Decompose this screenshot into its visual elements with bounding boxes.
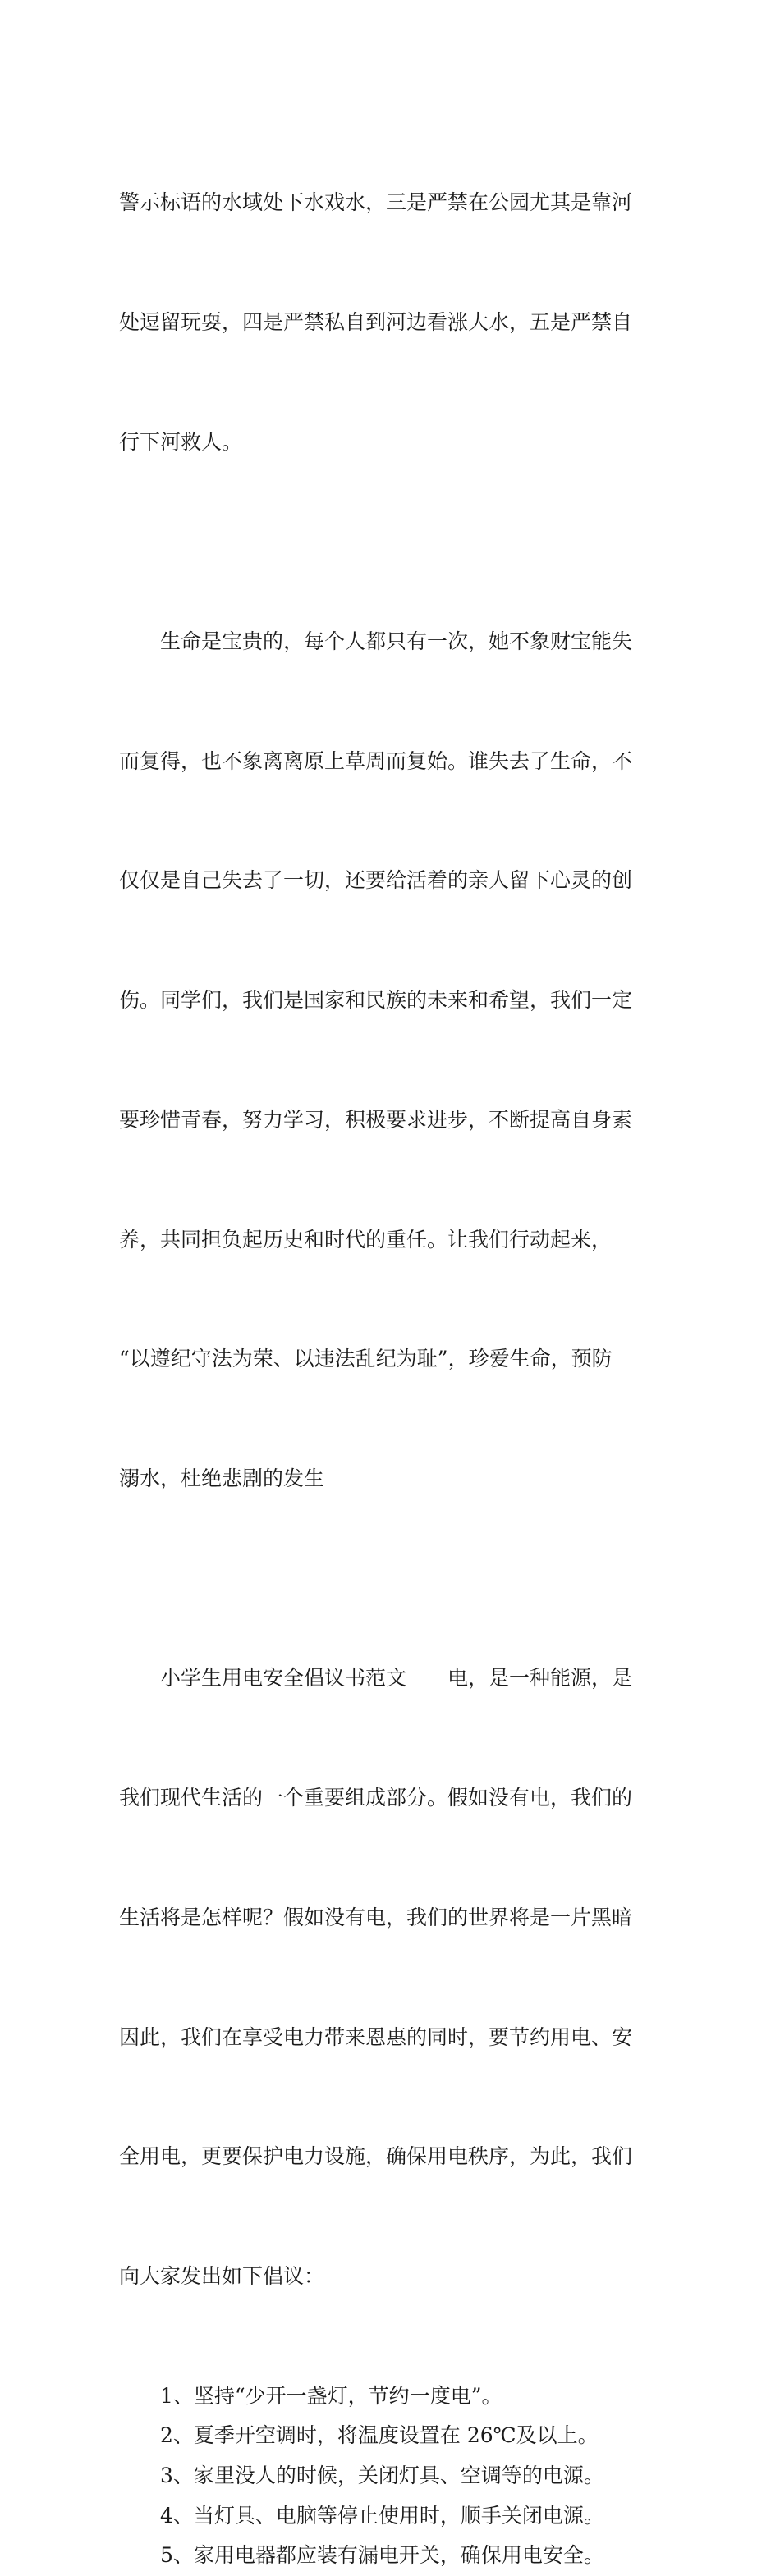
text-line: 要珍惜青春，努力学习，积极要求进步，不断提高自身素	[119, 1107, 633, 1132]
text-line: 仅仅是自己失去了一切，还要给活着的亲人留下心灵的创	[119, 868, 633, 893]
list-item: 4、当灯具、电脑等停止使用时，顺手关闭电源。	[160, 2503, 604, 2528]
text-line: 行下河救人。	[119, 429, 243, 454]
paragraph-life-precious	[119, 542, 665, 1579]
text-line: 而复得，也不象离离原上草周而复始。谁失去了生命，不	[119, 748, 633, 773]
text-line: “以遵纪守法为荣、以违法乱纪为耻”，珍爱生命，预防	[119, 1347, 613, 1371]
text-line: 养，共同担负起历史和时代的重任。让我们行动起来，	[119, 1227, 613, 1251]
proposal-list	[119, 2377, 665, 2576]
list-item: 3、家里没人的时候，关闭灯具、空调等的电源。	[160, 2464, 604, 2488]
text-line: 伤。同学们，我们是国家和民族的未来和希望，我们一定	[119, 988, 633, 1013]
text-line: 处逗留玩耍，四是严禁私自到河边看涨大水，五是严禁自	[119, 309, 633, 334]
text-line: 生命是宝贵的，每个人都只有一次，她不象财宝能失	[160, 629, 633, 653]
text-line: 警示标语的水域处下水戏水，三是严禁在公园尤其是靠河	[119, 190, 633, 215]
paragraph-drowning-rules	[119, 103, 665, 542]
list-item: 5、家用电器都应装有漏电开关，确保用电安全。	[160, 2543, 604, 2568]
list-item: 2、夏季开空调时，将温度设置在 26℃及以上。	[160, 2423, 599, 2448]
text-line: 向大家发出如下倡议：	[119, 2264, 325, 2289]
paragraph-electricity-safety	[119, 1579, 665, 2377]
text-line: 因此，我们在享受电力带来恩惠的同时，要节约用电、安	[119, 2025, 633, 2049]
text-line: 小学生用电安全倡议书范文 电，是一种能源，是	[160, 1666, 633, 1691]
text-line: 全用电，更要保护电力设施，确保用电秩序，为此，我们	[119, 2144, 633, 2169]
text-line: 我们现代生活的一个重要组成部分。假如没有电，我们的	[119, 1785, 633, 1810]
list-item: 1、坚持“少开一盏灯，节约一度电”。	[160, 2383, 502, 2408]
text-line: 生活将是怎样呢？假如没有电，我们的世界将是一片黑暗	[119, 1905, 633, 1929]
text-line: 溺水，杜绝悲剧的发生	[119, 1466, 325, 1491]
document-body	[119, 103, 665, 2576]
